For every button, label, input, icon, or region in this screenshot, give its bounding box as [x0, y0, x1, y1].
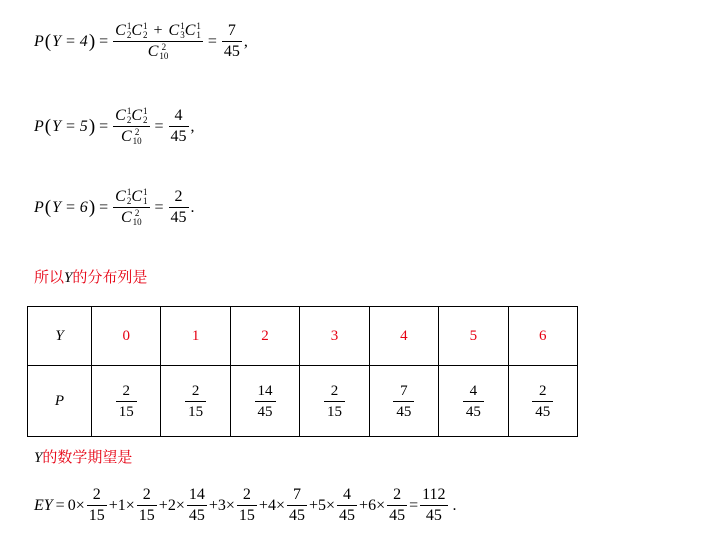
- table-cell: 6: [508, 307, 577, 366]
- distribution-table: [27, 306, 578, 437]
- table-row-values: [28, 307, 578, 366]
- row-header-p: P: [28, 366, 92, 437]
- table-cell: 1: [161, 307, 230, 366]
- result-fraction: $\frac{112}{45}$: [422, 486, 446, 524]
- table-cell: [369, 366, 438, 437]
- table-cell: [92, 366, 161, 437]
- table-cell: 4: [369, 307, 438, 366]
- probability-fraction: $\frac{4}{45}$: [463, 381, 484, 422]
- event-text: Y = 6: [52, 198, 88, 216]
- result-fraction: $\frac{4}{45}$: [170, 107, 187, 145]
- equation-p-y5: P ( Y = 5 ) = C 1 2 C 1 2 C 2 10 = $\frac{4}{45}$ ,: [34, 106, 195, 146]
- table-cell: [439, 366, 508, 437]
- table-cell: [508, 366, 577, 437]
- combination-fraction: C 1 2 C 1 2 C 2 10: [115, 106, 148, 146]
- combination-fraction: C 1 2 C 1 2 + C 1 3 C 1 1 C 2 10: [115, 21, 201, 61]
- punctuation: ,: [190, 117, 195, 135]
- distribution-heading: 所以Y的分布列是: [34, 270, 148, 286]
- prob-symbol: P: [34, 198, 44, 216]
- term-fraction: $\frac{7}{45}$: [288, 486, 305, 524]
- probability-fraction: $\frac{2}{15}$: [185, 381, 206, 422]
- term-fraction: $\frac{2}{15}$: [138, 486, 155, 524]
- expectation-heading: Y的数学期望是: [34, 450, 133, 466]
- table-cell: 2: [230, 307, 299, 366]
- row-header-y: Y: [28, 307, 92, 366]
- combination-fraction: C 1 2 C 1 1 C 2 10: [115, 187, 148, 227]
- table-row-probabilities: [28, 366, 578, 437]
- probability-fraction: $\frac{7}{45}$: [393, 381, 414, 422]
- term-fraction: $\frac{14}{45}$: [188, 486, 205, 524]
- table-cell: [300, 366, 369, 437]
- result-fraction: $\frac{7}{45}$: [223, 22, 240, 60]
- probability-fraction: $\frac{2}{45}$: [532, 381, 553, 422]
- term-fraction: $\frac{2}{15}$: [238, 486, 255, 524]
- prob-symbol: P: [34, 117, 44, 135]
- prob-symbol: P: [34, 32, 44, 50]
- probability-fraction: $\frac{14}{45}$: [255, 381, 276, 422]
- table-cell: 5: [439, 307, 508, 366]
- equation-p-y4: P ( Y = 4 ) = C 1 2 C 1 2 + C 1 3 C 1 1 C 2 10 = $\frac{7}{45}$ ,: [34, 21, 248, 61]
- punctuation: .: [190, 198, 195, 216]
- table-cell: 0: [92, 307, 161, 366]
- event-text: Y = 5: [52, 117, 88, 135]
- probability-fraction: $\frac{2}{15}$: [116, 381, 137, 422]
- term-fraction: $\frac{2}{45}$: [389, 486, 406, 524]
- punctuation: ,: [243, 32, 248, 50]
- expectation-equation: EY = 0 × $\frac{2}{15}$ + 1 × $\frac{2}{15}$ + 2 × $\frac{14}{45}$ + 3 × $\frac{2}{15}$ + 4 × $\frac{7}{45}$ + 5 × $\frac{4}{45}$ + 6 × $\frac{2}{45}$ = $\frac{112}{45}$ .: [34, 486, 457, 524]
- table-cell: [161, 366, 230, 437]
- term-fraction: $\frac{2}{15}$: [88, 486, 105, 524]
- table-cell: [230, 366, 299, 437]
- expectation-symbol: EY: [34, 496, 53, 514]
- result-fraction: $\frac{2}{45}$: [170, 188, 187, 226]
- table-cell: 3: [300, 307, 369, 366]
- term-fraction: $\frac{4}{45}$: [339, 486, 356, 524]
- event-text: Y = 4: [52, 32, 88, 50]
- punctuation: .: [452, 496, 457, 514]
- equation-p-y6: P ( Y = 6 ) = C 1 2 C 1 1 C 2 10 = $\frac{2}{45}$ .: [34, 187, 195, 227]
- probability-fraction: $\frac{2}{15}$: [324, 381, 345, 422]
